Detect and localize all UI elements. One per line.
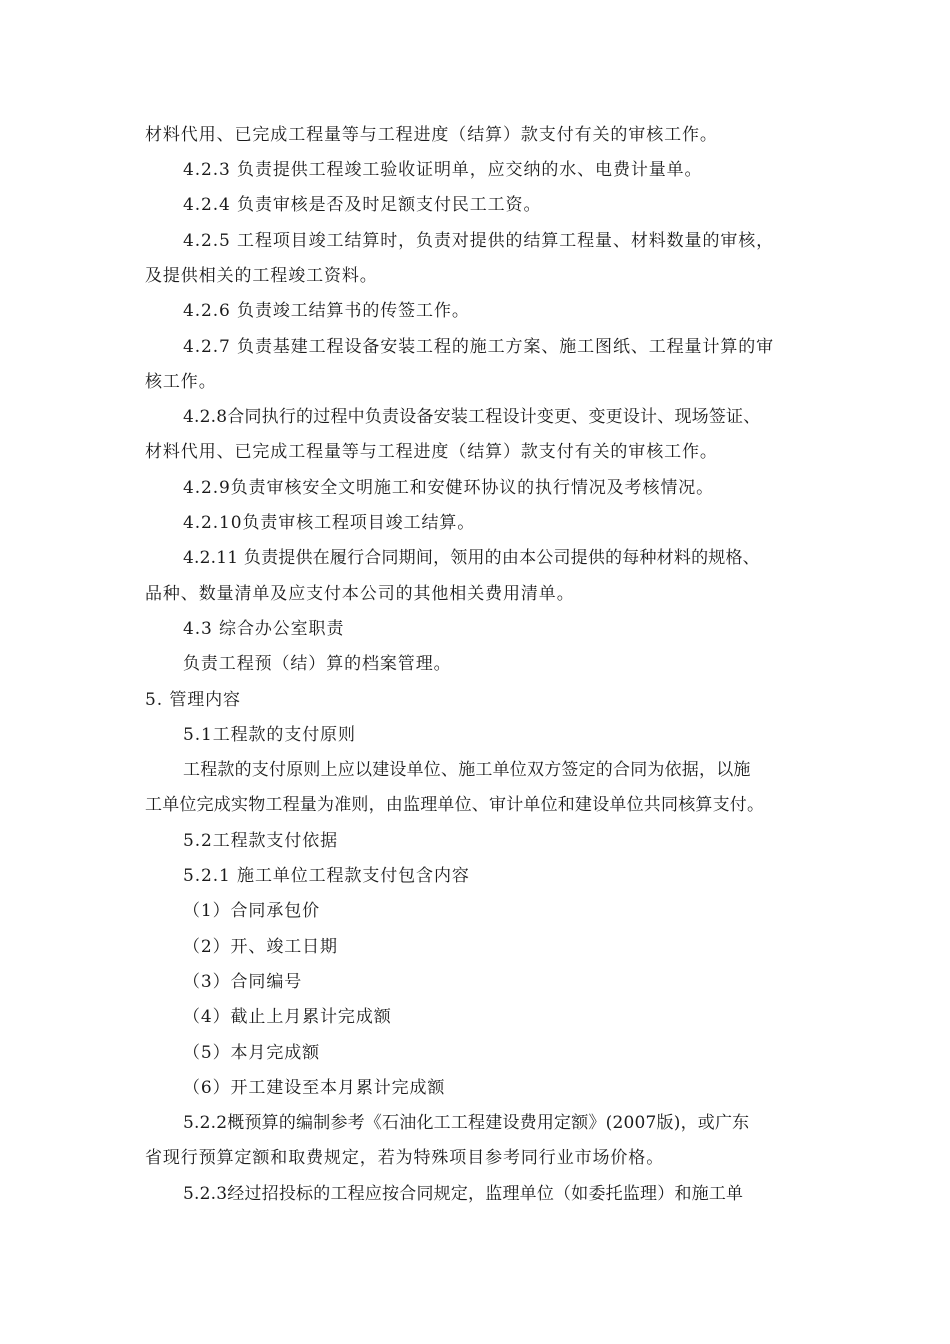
text-line: 4.2.4 负责审核是否及时足额支付民工工资。 — [183, 195, 542, 215]
text-line: 5.2.3经过招投标的工程应按合同规定，监理单位（如委托监理）和施工单 — [183, 1184, 744, 1204]
section-heading: 5.2工程款支付依据 — [183, 831, 339, 851]
text-line: 4.2.11 负责提供在履行合同期间，领用的由本公司提供的每种材料的规格、 — [183, 548, 760, 568]
text-line: 4.2.6 负责竣工结算书的传签工作。 — [183, 301, 470, 321]
text-line: 4.2.7 负责基建工程设备安装工程的施工方案、施工图纸、工程量计算的审 — [183, 337, 775, 357]
text-line: 5.2.2概预算的编制参考《石油化工工程建设费用定额》(2007版)，或广东 — [183, 1113, 750, 1133]
list-item: （1）合同承包价 — [183, 901, 321, 921]
text-line: 4.2.9负责审核安全文明施工和安健环协议的执行情况及考核情况。 — [183, 478, 715, 498]
text-line: 4.2.5 工程项目竣工结算时，负责对提供的结算工程量、材料数量的审核， — [183, 231, 775, 251]
list-item: （3）合同编号 — [183, 972, 303, 992]
list-item: （6）开工建设至本月累计完成额 — [183, 1078, 446, 1098]
text-line: 省现行预算定额和取费规定，若为特殊项目参考同行业市场价格。 — [145, 1148, 665, 1168]
text-line: 材料代用、已完成工程量等与工程进度（结算）款支付有关的审核工作。 — [145, 125, 718, 145]
list-item: （5）本月完成额 — [183, 1043, 321, 1063]
text-line: 4.2.8合同执行的过程中负责设备安装工程设计变更、变更设计、现场签证、 — [183, 407, 761, 427]
section-heading: 5.1工程款的支付原则 — [183, 725, 356, 745]
text-line: 4.2.10负责审核工程项目竣工结算。 — [183, 513, 476, 533]
section-heading: 5. 管理内容 — [145, 690, 241, 710]
text-line: 材料代用、已完成工程量等与工程进度（结算）款支付有关的审核工作。 — [145, 442, 718, 462]
text-line: 及提供相关的工程竣工资料。 — [145, 266, 378, 286]
list-item: （4）截止上月累计完成额 — [183, 1007, 392, 1027]
list-item: （2）开、竣工日期 — [183, 937, 338, 957]
text-line: 核工作。 — [145, 372, 217, 392]
text-line: 工程款的支付原则上应以建设单位、施工单位双方签定的合同为依据，以施 — [183, 760, 751, 780]
text-line: 5.2.1 施工单位工程款支付包含内容 — [183, 866, 470, 886]
section-heading: 4.3 综合办公室职责 — [183, 619, 345, 639]
text-line: 4.2.3 负责提供工程竣工验收证明单，应交纳的水、电费计量单。 — [183, 160, 703, 180]
text-line: 品种、数量清单及应支付本公司的其他相关费用清单。 — [145, 584, 575, 604]
text-line: 工单位完成实物工程量为准则，由监理单位、审计单位和建设单位共同核算支付。 — [145, 795, 765, 815]
text-line: 负责工程预（结）算的档案管理。 — [183, 654, 452, 674]
